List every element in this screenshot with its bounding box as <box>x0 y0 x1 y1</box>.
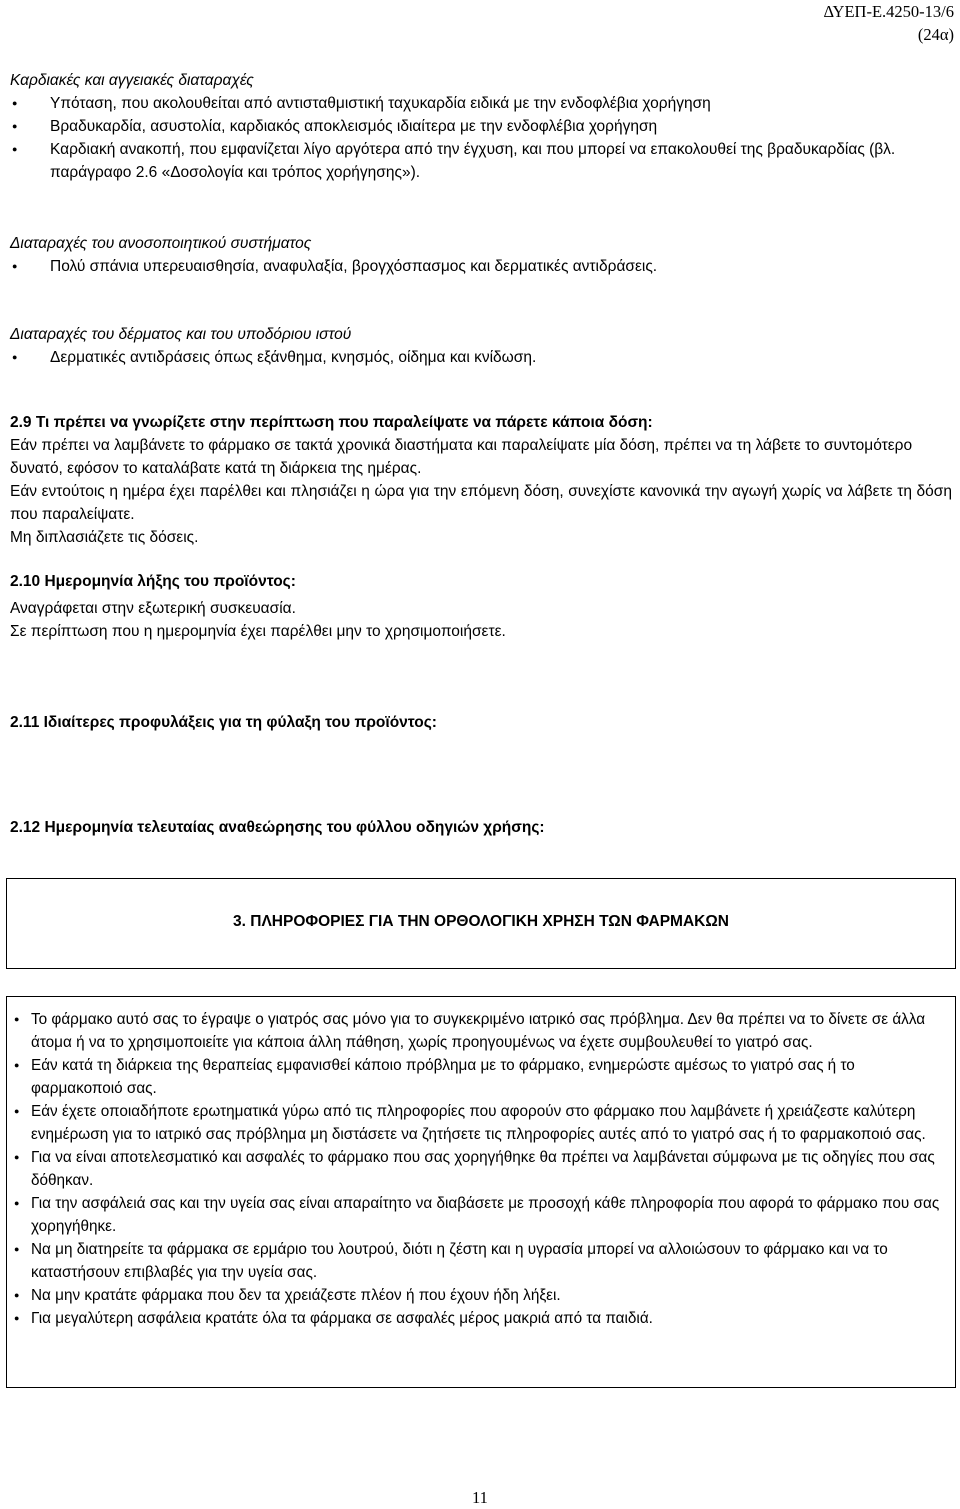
paragraph: Εάν εντούτοις η ημέρα έχει παρέλθει και πλησιάζει η ώρα για την επόμενη δόση, συνεχίστε κανονικά την αγωγή χωρίς να λάβετε τη δόση που παραλείψατε. <box>10 483 952 523</box>
list-item: ● Βραδυκαρδία, ασυστολία, καρδιακός αποκλεισμός ιδιαίτερα με την ενδοφλέβια χορήγηση <box>10 115 952 138</box>
section-3-box <box>6 878 956 969</box>
section-2-12 <box>10 816 952 839</box>
heading-2-12: 2.12 Ημερομηνία τελευταίας αναθεώρησης του φύλλου οδηγιών χρήσης: <box>10 819 545 836</box>
list-item: ● Καρδιακή ανακοπή, που εμφανίζεται λίγο αργότερα από την έγχυση, και που μπορεί να επακολουθεί της βραδυκαρδίας (βλ. παράγραφο 2.6 «Δοσολογία και τρόπος χορήγησης»). <box>10 138 952 184</box>
document-code: ΔΥΕΠ-Ε.4250-13/6 <box>823 2 954 21</box>
heading-2-9: 2.9 Τι πρέπει να γνωρίζετε στην περίπτωση που παραλείψατε να πάρετε κάποια δόση: <box>10 414 653 431</box>
section-immune-disorders <box>10 232 952 278</box>
list-item: ● Για να είναι αποτελεσματικό και ασφαλές το φάρμακο που σας χορηγήθηκε θα πρέπει να λαμβάνεται σύμφωνα με τις οδηγίες που σας δόθηκαν. <box>13 1146 941 1192</box>
paragraph: Μη διπλασιάζετε τις δόσεις. <box>10 529 199 546</box>
section-cardiac-disorders <box>10 69 952 184</box>
document-subcode: (24α) <box>917 25 954 44</box>
section-title-cardiac: Καρδιακές και αγγειακές διαταραχές <box>10 72 254 89</box>
heading-3: 3. ΠΛΗΡΟΦΟΡΙΕΣ ΓΙΑ ΤΗΝ ΟΡΘΟΛΟΓΙΚΗ ΧΡΗΣΗ ΤΩΝ ΦΑΡΜΑΚΩΝ <box>233 913 729 930</box>
heading-2-10: 2.10 Ημερομηνία λήξης του προϊόντος: <box>10 573 296 590</box>
list-item: ● Εάν έχετε οποιαδήποτε ερωτηματικά γύρω από τις πληροφορίες που αφορούν στο φάρμακο που λαμβάνετε ή χρειάζεστε καλύτερη ενημέρωση για το ιατρικό σας πρόβλημα μη διστάσετε να ζητήσετε τις πληροφορίες αυτές από το γιατρό σας ή το φαρμακοποιό σας. <box>13 1100 941 1146</box>
immune-list <box>10 255 952 278</box>
list-item: ● Το φάρμακο αυτό σας το έγραψε ο γιατρός σας μόνο για το συγκεκριμένο ιατρικό σας πρόβλημα. Δεν θα πρέπει να το δίνετε σε άλλα άτομα ή να το χρησιμοποιείτε για κάποια άλλη πάθηση, χωρίς προηγουμένως να έχετε συμβουλευθεί το γιατρό σας. <box>13 1008 941 1054</box>
section-title-immune: Διαταραχές του ανοσοποιητικού συστήματος <box>10 235 312 252</box>
section-2-11 <box>10 711 952 734</box>
section-skin-disorders <box>10 323 952 369</box>
list-item: ● Για την ασφάλειά σας και την υγεία σας είναι απαραίτητο να διαβάσετε με προσοχή κάθε πληροφορία που αφορά το φάρμακο που σας χορηγήθηκε. <box>13 1192 941 1238</box>
list-item: ● Να μη διατηρείτε τα φάρμακα σε ερμάριο του λουτρού, διότι η ζέστη και η υγρασία μπορεί να αλλοιώσουν το φάρμακο και να το καταστήσουν επιβλαβές για την υγεία σας. <box>13 1238 941 1284</box>
document-reference <box>823 0 954 46</box>
page-number: 11 <box>472 1488 488 1507</box>
list-item: ● Εάν κατά τη διάρκεια της θεραπείας εμφανισθεί κάποιο πρόβλημα με το φάρμακο, ενημερώστε αμέσως το γιατρό σας ή το φαρμακοποιό σας. <box>13 1054 941 1100</box>
list-item: ● Πολύ σπάνια υπερευαισθησία, αναφυλαξία, βρογχόσπασμος και δερματικές αντιδράσεις. <box>10 255 952 278</box>
info-box <box>6 996 956 1388</box>
list-item: ● Να μην κρατάτε φάρμακα που δεν τα χρειάζεστε πλέον ή που έχουν ήδη λήξει. <box>13 1284 941 1307</box>
cardiac-list <box>10 92 952 184</box>
list-item: ● Για μεγαλύτερη ασφάλεια κρατάτε όλα τα φάρμακα σε ασφαλές μέρος μακριά από τα παιδιά. <box>13 1307 941 1330</box>
list-item: ● Υπόταση, που ακολουθείται από αντισταθμιστική ταχυκαρδία ειδικά με την ενδοφλέβια χορήγηση <box>10 92 952 115</box>
paragraph: Σε περίπτωση που η ημερομηνία έχει παρέλθει μην το χρησιμοποιήσετε. <box>10 623 506 640</box>
section-title-skin: Διαταραχές του δέρματος και του υποδόριου ιστού <box>10 326 352 343</box>
info-list <box>13 1008 941 1330</box>
section-2-10 <box>10 570 952 643</box>
skin-list <box>10 346 952 369</box>
list-item: ● Δερματικές αντιδράσεις όπως εξάνθημα, κνησμός, οίδημα και κνίδωση. <box>10 346 952 369</box>
heading-2-11: 2.11 Ιδιαίτερες προφυλάξεις για τη φύλαξη του προϊόντος: <box>10 714 437 731</box>
paragraph: Αναγράφεται στην εξωτερική συσκευασία. <box>10 600 296 617</box>
paragraph: Εάν πρέπει να λαμβάνετε το φάρμακο σε τακτά χρονικά διαστήματα και παραλείψατε μία δόση, πρέπει να τη λάβετε το συντομότερο δυνατό, εφόσον το καταλάβατε κατά τη διάρκεια της ημέρας. <box>10 437 913 477</box>
section-2-9 <box>10 411 952 549</box>
